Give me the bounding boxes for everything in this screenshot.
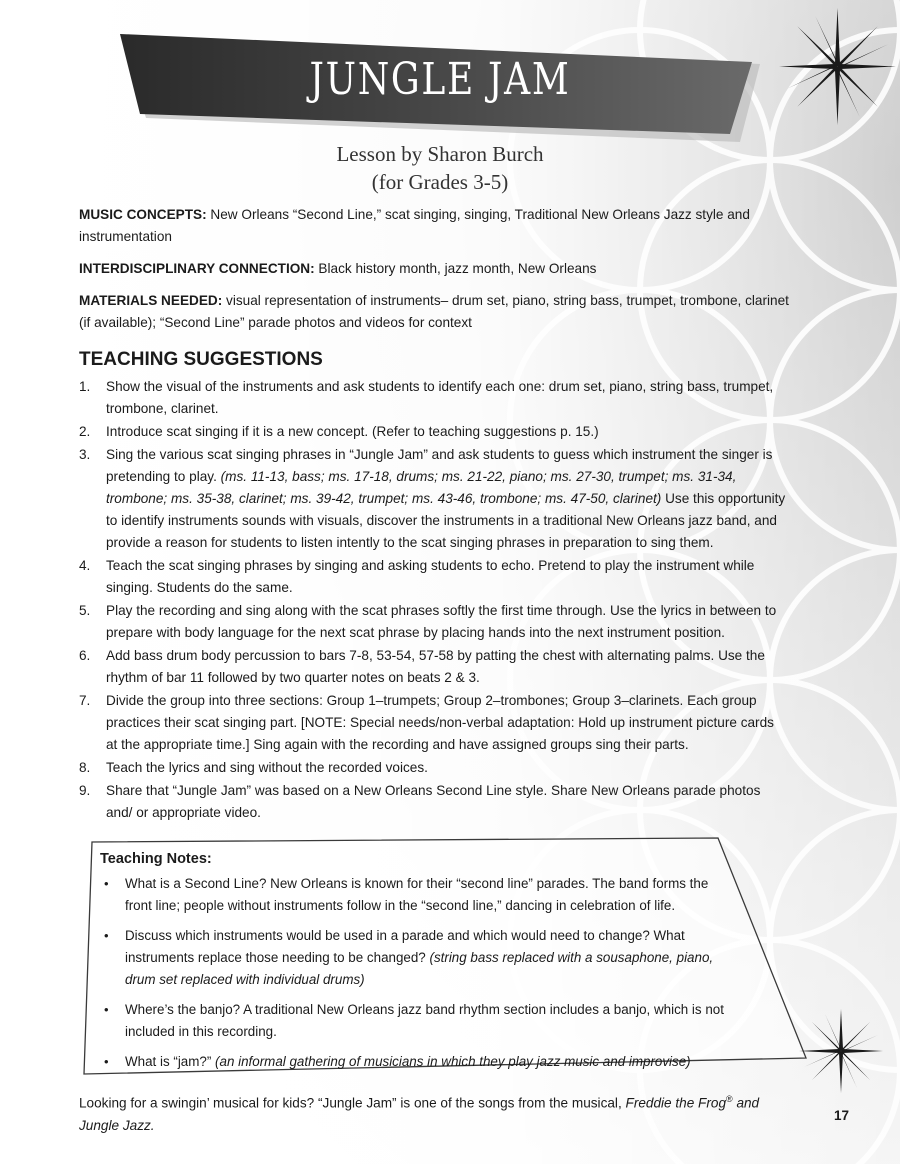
step-text: Sing the various scat singing phrases in “Jungle Jam” and ask students to guess which instrument the singer is pretending to play. bbox=[106, 447, 773, 484]
step-number: 3. bbox=[79, 447, 91, 462]
step-item bbox=[79, 376, 789, 420]
step-text: Divide the group into three sections: Group 1–trumpets; Group 2–trombones; Group 3–clarinets. Each group practices their scat singing part. [NOTE: Special needs/non-verbal adaptation: Hold up instrument picture cards at the appropriate time.] Sing again with the recording and have assigned groups sing their parts. bbox=[106, 693, 774, 752]
step-item bbox=[79, 757, 789, 779]
step-text: Share that “Jungle Jam” was based on a New Orleans Second Line style. Share New Orleans parade photos and/ or appropriate video. bbox=[106, 783, 761, 820]
teaching-notes-title: Teaching Notes: bbox=[100, 851, 212, 867]
bullet-icon: • bbox=[104, 1054, 109, 1069]
teaching-notes-list bbox=[100, 873, 730, 1073]
footer-text: Looking for a swingin’ musical for kids? “Jungle Jam” is one of the songs from the musical, bbox=[79, 1095, 622, 1111]
music-concepts-text: New Orleans “Second Line,” scat singing, singing, Traditional New Orleans Jazz style and instrumentation bbox=[79, 207, 750, 244]
note-text: Where’s the banjo? A traditional New Orleans jazz band rhythm section includes a banjo, which is not included in this recording. bbox=[125, 1002, 724, 1039]
step-number: 4. bbox=[79, 558, 91, 573]
bullet-icon: • bbox=[104, 1002, 109, 1017]
step-item bbox=[79, 690, 789, 756]
step-measures-italic: (ms. 11-13, bass; ms. 17-18, drums; ms. 21-22, piano; ms. 27-30, trumpet; ms. 31-34, trombone; ms. 35-38, clarinet; ms. 39-42, trumpet; ms. 43-46, trombone; ms. 47-50, clarinet) bbox=[106, 469, 737, 506]
note-italic: (string bass replaced with a sousaphone, piano, drum set replaced with individual drums) bbox=[125, 950, 714, 987]
teaching-suggestions-heading: TEACHING SUGGESTIONS bbox=[79, 349, 323, 370]
note-item bbox=[100, 999, 730, 1043]
step-item bbox=[79, 555, 789, 599]
registered-mark: ® bbox=[726, 1094, 733, 1104]
sparkle-star-icon bbox=[775, 4, 900, 129]
note-italic: (an informal gathering of musicians in which they play jazz music and improvise) bbox=[215, 1054, 691, 1069]
footer-musical-title: Freddie the Frog bbox=[625, 1095, 727, 1111]
step-number: 8. bbox=[79, 760, 91, 775]
interdisciplinary-label: INTERDISCIPLINARY CONNECTION: bbox=[79, 261, 315, 276]
step-text: Teach the scat singing phrases by singing and asking students to echo. Pretend to play the instrument while singing. Students do the same. bbox=[106, 558, 755, 595]
note-text: What is “jam?” bbox=[125, 1054, 212, 1069]
step-text: Play the recording and sing along with the scat phrases softly the first time through. Use the lyrics in between to prepare with body language for the next scat phrase by placing hands into the next instrument position. bbox=[106, 603, 777, 640]
materials-label: MATERIALS NEEDED: bbox=[79, 293, 223, 308]
page-title: JUNGLE JAM bbox=[309, 54, 571, 105]
note-text: What is a Second Line? New Orleans is known for their “second line” parades. The band forms the front line; people without instruments follow in the “second line,” dancing in celebration of life. bbox=[125, 876, 709, 913]
step-number: 7. bbox=[79, 693, 91, 708]
note-text: Discuss which instruments would be used in a parade and which would need to change? What instruments replace those needing to be changed? bbox=[125, 928, 685, 965]
step-text: Introduce scat singing if it is a new concept. (Refer to teaching suggestions p. 15.) bbox=[106, 424, 599, 439]
sparkle-star-icon bbox=[796, 1006, 886, 1096]
footer-musical-title-end: and Jungle Jazz. bbox=[79, 1095, 760, 1133]
step-item bbox=[79, 645, 789, 689]
lesson-content bbox=[79, 204, 789, 825]
materials-text: visual representation of instruments– drum set, piano, string bass, trumpet, trombone, clarinet (if available); “Second Line” parade photos and videos for context bbox=[79, 293, 789, 330]
page-number: 17 bbox=[834, 1108, 850, 1123]
step-text: Teach the lyrics and sing without the recorded voices. bbox=[106, 760, 428, 775]
step-item bbox=[79, 600, 789, 644]
step-number: 2. bbox=[79, 424, 91, 439]
step-item bbox=[79, 780, 789, 824]
music-concepts-label: MUSIC CONCEPTS: bbox=[79, 207, 207, 222]
interdisciplinary-text: Black history month, jazz month, New Orleans bbox=[318, 261, 597, 276]
step-item bbox=[79, 421, 789, 443]
step-number: 6. bbox=[79, 648, 91, 663]
step-text: Add bass drum body percussion to bars 7-8, 53-54, 57-58 by patting the chest with alternating palms. Use the rhythm of bar 11 followed by two quarter notes on beats 2 & 3. bbox=[106, 648, 765, 685]
step-item bbox=[79, 444, 789, 554]
step-text: Show the visual of the instruments and ask students to identify each one: drum set, piano, string bass, trumpet, trombone, clarinet. bbox=[106, 379, 774, 416]
step-text-continued: Use this opportunity to identify instruments sounds with visuals, discover the instruments in a traditional New Orleans jazz band, and provide a reason for students to listen intently to the scat singing phrases in preparation to sing them. bbox=[106, 491, 786, 550]
note-item bbox=[100, 873, 730, 917]
step-number: 5. bbox=[79, 603, 91, 618]
interdisciplinary-connection bbox=[79, 258, 789, 280]
note-item bbox=[100, 1051, 730, 1073]
step-number: 1. bbox=[79, 379, 91, 394]
music-concepts bbox=[79, 204, 789, 248]
byline-grades: (for Grades 3-5) bbox=[371, 170, 509, 194]
step-number: 9. bbox=[79, 783, 91, 798]
bullet-icon: • bbox=[104, 876, 109, 891]
bullet-icon: • bbox=[104, 928, 109, 943]
materials-needed bbox=[79, 290, 789, 334]
teaching-notes bbox=[100, 848, 730, 1081]
byline-author: Lesson by Sharon Burch bbox=[336, 142, 544, 166]
teaching-steps bbox=[79, 376, 789, 824]
note-item bbox=[100, 925, 730, 991]
footer-promo bbox=[79, 1088, 799, 1137]
